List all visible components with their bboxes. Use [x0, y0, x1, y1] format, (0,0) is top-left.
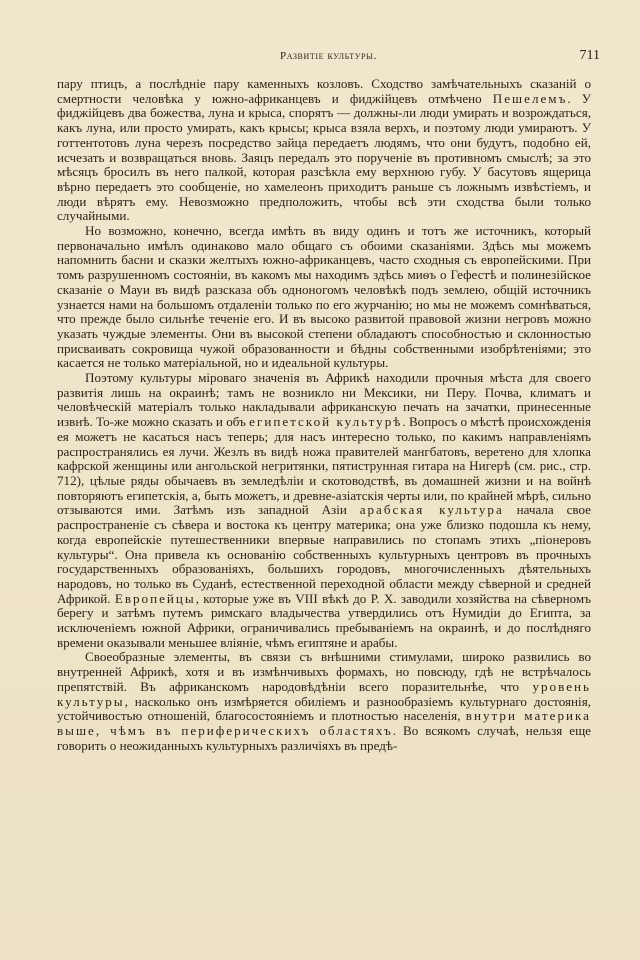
spaced-name: Пешелемъ — [492, 90, 568, 106]
spaced-term: уровень культуры — [57, 678, 591, 709]
paragraph-2 — [57, 224, 591, 371]
text-run: начала свое распространеніе съ сѣвера и востока къ центру материка; она уже близко подошла къ нему, когда европейскіе путешественники впервые направились по стопамъ этихъ „піонеровъ культуры“. Она привела къ основанію собственныхъ культурныхъ центровъ въ прочныхъ государственныхъ образованіяхъ, большихъ городовъ, многочисленныхъ дѣятельныхъ народовъ, но только въ Суданѣ, естественной переходной области между сѣверной и средней Африкой. — [57, 502, 591, 606]
text-run: Но возможно, конечно, всегда имѣть въ виду одинъ и тотъ же источникъ, который первоначально имѣлъ одинаково мало общаго съ обоими сказаніями. Здѣсь мы можемъ напомнить басни и сказки желтыхъ южно-африканцевъ, часто сходныя съ европейскими. При томъ разрушенномъ состояніи, въ какомъ мы находимъ здѣсь миѳъ о Гефестѣ и полинезійское сказаніе о Мауи въ видѣ разсказа объ одноногомъ человѣкѣ подъ землею, общій источникъ узнается нами на большомъ отдаленіи только по его журчанію; но мы не можемъ сомнѣваться, что прежде было сильнѣе теченіе его. И въ высоко развитой правовой жизни негровъ можно указать чуждые элементы. Они въ высокой степени обладаютъ способностью и склонностью присваивать сокровища чужой образованности и бѣдны собственными изобрѣтеніями; это касается не только матеріальной, но и идеальной культуры. — [57, 223, 591, 371]
page-number: 711 — [579, 48, 600, 63]
running-title: Развитіе культуры. — [280, 50, 377, 62]
spaced-term: арабская культура — [359, 502, 504, 518]
text-run: . У фиджійцевъ два божества, луна и крыса, спорятъ — должны-ли люди умирать и возрождаться, какъ луна, или просто умирать, какъ крысы; крыса взяла верхъ, и поэтому люди умираютъ. У готтентотовъ луна черезъ посредство зайца передаетъ людямъ, что они будутъ, подобно ей, исчезать и возвращаться вновь. Заяцъ передалъ это порученіе въ противномъ смыслѣ; за это мѣсяцъ бросилъ въ него палкой, которая разсѣкла ему верхнюю губу. У басутовъ ящерица вѣрно передаетъ это сообщеніе, но хамелеонъ приходитъ раньше съ ложнымъ извѣстіемъ, и люди вѣрятъ ему. Невозможно предположить, чтобы всѣ эти сходства были только случайными. — [57, 90, 591, 224]
text-run: . Во всякомъ случаѣ, нельзя еще говорить о неожиданныхъ культурныхъ различіяхъ въ предѣ- — [57, 722, 591, 753]
spaced-term: египетской культурѣ — [249, 414, 403, 430]
spaced-term: Европейцы — [114, 590, 196, 606]
paragraph-1 — [57, 77, 591, 224]
text-run: , которые уже въ VIII вѣкѣ до Р. Х. заводили хозяйства на сѣверномъ берегу и затѣмъ путемъ римскаго владычества утвердились отъ Нумидіи до Египта, за исключеніемъ южной Африки, ограничивались пребываніемъ на окраинѣ, и до послѣдняго времени оказывали меньшее вліяніе, чѣмъ египтяне и арабы. — [57, 590, 591, 650]
text-run: Поэтому культуры міроваго значенія въ Африкѣ находили прочныя мѣста для своего развитія лишь на окраинѣ; тамъ не возникло ни Мексики, ни Перу. Почва, климатъ и человѣческій матеріалъ только накладывали африканскую печать на зачатки, принесенные извнѣ. То-же можно сказать и объ — [57, 370, 591, 430]
body-text — [57, 77, 591, 753]
text-run: Своеобразные элементы, въ связи съ внѣшними стимулами, широко развились во внутренней Африкѣ, хотя и въ измѣнчивыхъ формахъ, но повсюду, гдѣ не встрѣчалось препятствій. Въ африканскомъ народовѣдѣніи всего поразительнѣе, что — [57, 649, 591, 694]
paragraph-4 — [57, 650, 591, 753]
page-header — [57, 48, 600, 70]
paragraph-3 — [57, 371, 591, 650]
text-run: пару птицъ, а послѣдніе пару каменныхъ козловъ. Сходство замѣчательныхъ сказаній о смертности человѣка у южно-африканцевъ и фиджійцевъ отмѣчено — [57, 76, 591, 106]
text-run: , насколько онъ измѣряется обиліемъ и разнообразіемъ культурнаго достоянія, устойчивостью отношеній, благосостояніемъ и плотностью населенія, — [57, 693, 591, 724]
spaced-term: внутри материка выше, чѣмъ въ периферическихъ областяхъ — [57, 708, 591, 738]
text-run: . Вопросъ о мѣстѣ происхожденія ея можетъ не касаться насъ теперь; для насъ интересно только, по какимъ направленіямъ распространялись ея лучи. Жезлъ въ видѣ ножа правителей мангбатовъ, веретено для хлопка кафрской женщины или ангольской негритянки, пятиструнная гитара на Нигерѣ (см. рис., стр. 712), цѣлые ряды обычаевъ въ земледѣліи и скотоводствѣ, въ домашней жизни и на войнѣ повторяютъ египетскія, а, быть можетъ, и древне-азіатскія черты или, по крайней мѣрѣ, сильно отзываются ими. Затѣмъ изъ западной Азіи — [57, 414, 591, 518]
